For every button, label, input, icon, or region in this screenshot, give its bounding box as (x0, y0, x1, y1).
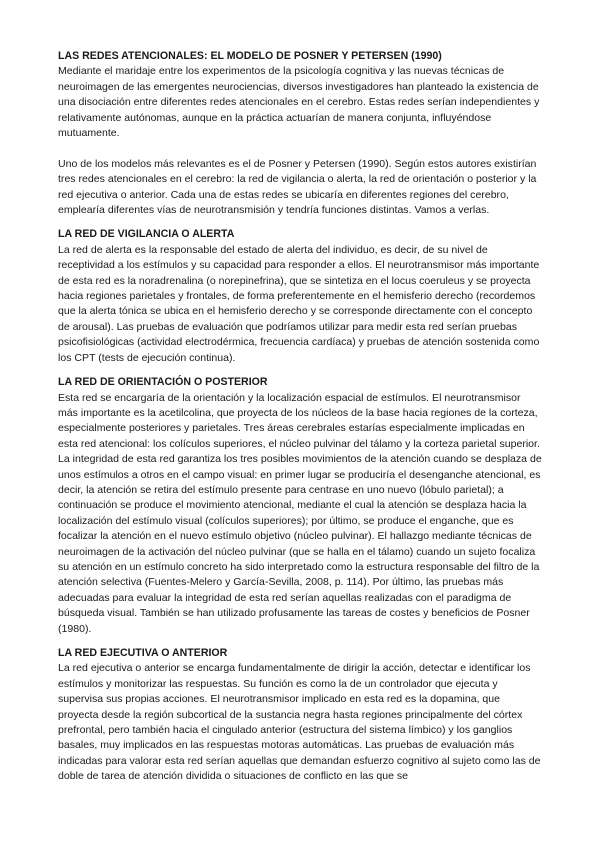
section-gap (58, 637, 542, 646)
section-gap (58, 218, 542, 227)
paragraph: La red de alerta es la responsable del estado de alerta del individuo, es decir, de su nivel de receptividad a los estímulos y su capacidad para responder a ellos. El neurotransmisor más importante de esta red es la noradrenalina (o norepinefrina), que se sintetiza en el locus coeruleus y se proyecta hacia regiones parietales y frontales, de forma preferentemente en el hemisferio derecho (recordemos que la alerta tónica se ubica en el hemisferio derecho y se corresponde directamente con el concepto de arousal). Las pruebas de evaluación que podríamos utilizar para medir esta red serían pruebas psicofisiológicas (actividad electrodérmica, frecuencia cardíaca) y pruebas de atención sostenida como los CPT (tests de ejecución continua). (58, 243, 540, 364)
section-red-vigilancia (58, 227, 542, 366)
paragraph: La red ejecutiva o anterior se encarga fundamentalmente de dirigir la acción, detectar e identificar los estímulos y monitorizar las respuestas. Su función es como la de un controlador que ejecuta y supervisa sus propias acciones. El neurotransmisor implicado en esta red es la dopamina, que proyecta desde la región subcortical de la sustancia negra hasta regiones principalmente del córtex prefrontal, pero también hacia el cingulado anterior (estructura del sistema límbico) y los ganglios basales, muy implicados en las respuestas motoras automáticas. Las pruebas de evaluación más indicadas para valorar esta red serían aquellas que demandan esfuerzo cognitivo al sujeto como las de doble de tarea de atención dividida o situaciones de conflicto en las que se (58, 662, 541, 783)
section-heading: LA RED DE VIGILANCIA O ALERTA (58, 228, 235, 241)
paragraph: Esta red se encargaría de la orientación y la localización espacial de estímulos. El neurotransmisor más importante es la acetilcolina, que proyecta de los núcleos de la base hacia regiones de la corteza, especialmente posteriores y parietales. Tres áreas cerebrales estarías especialmente implicadas en esta red atencional: los colículos superiores, el núcleo pulvinar del tálamo y la corteza parietal superior. La integridad de esta red garantiza los tres posibles movimientos de la atención cuando se desplaza de unos estímulos a otros en el campo visual: en primer lugar se produciría el desenganche atencional, es decir, la atención se retira del estímulo presente para centrase en uno nuevo (lóbulo parietal); a continuación se produce el movimiento atencional, mediante el cual la atención se desplaza hacia la localización del estímulo visual (colículos superiores); por último, se produce el enganche, que es focalizar la atención en el nuevo estímulo objetivo (núcleo pulvinar). El hallazgo mediante técnicas de neuroimagen de la activación del núcleo pulvinar (que se halla en el tálamo) cuando un sujeto focaliza su atención en un estímulo concreto ha sido interpretado como la estructura responsable del filtro de la atención selectiva (Fuentes-Melero y García-Sevilla, 2008, p. 114). Por último, las pruebas más adecuadas para evaluar la integridad de esta red serían aquellas realizadas con el paradigma de búsqueda visual. También se han utilizado profusamente las tareas de costes y beneficios de Posner (1980). (58, 391, 542, 635)
paragraph-gap (58, 141, 542, 156)
document-page (58, 49, 542, 785)
section-redes-atencionales (58, 49, 542, 218)
paragraph: Mediante el maridaje entre los experimentos de la psicología cognitiva y las nuevas técnicas de neuroimagen de las emergentes neurociencias, diversos investigadores han planteado la existencia de una disociación entre diferentes redes atencionales en el cerebro. Estas redes serían independientes y relativamente autónomas, aunque en la práctica actuarían de manera conjunta, influyéndose mutuamente. (58, 65, 540, 140)
section-red-orientacion (58, 375, 542, 637)
section-heading: LA RED EJECUTIVA O ANTERIOR (58, 647, 228, 660)
paragraph: Uno de los modelos más relevantes es el de Posner y Petersen (1990). Según estos autores existirían tres redes atencionales en el cerebro: la red de vigilancia o alerta, la red de orientación o posterior y la red ejecutiva o anterior. Cada una de estas redes se ubicaría en diferentes regiones del cerebro, emplearía diferentes vías de neurotransmisión y tendría funciones distintas. Vamos a verlas. (58, 157, 537, 217)
section-red-ejecutiva (58, 646, 542, 785)
section-heading: LA RED DE ORIENTACIÓN O POSTERIOR (58, 376, 268, 389)
section-heading: LAS REDES ATENCIONALES: EL MODELO DE POSNER Y PETERSEN (1990) (58, 50, 442, 62)
section-gap (58, 366, 542, 375)
